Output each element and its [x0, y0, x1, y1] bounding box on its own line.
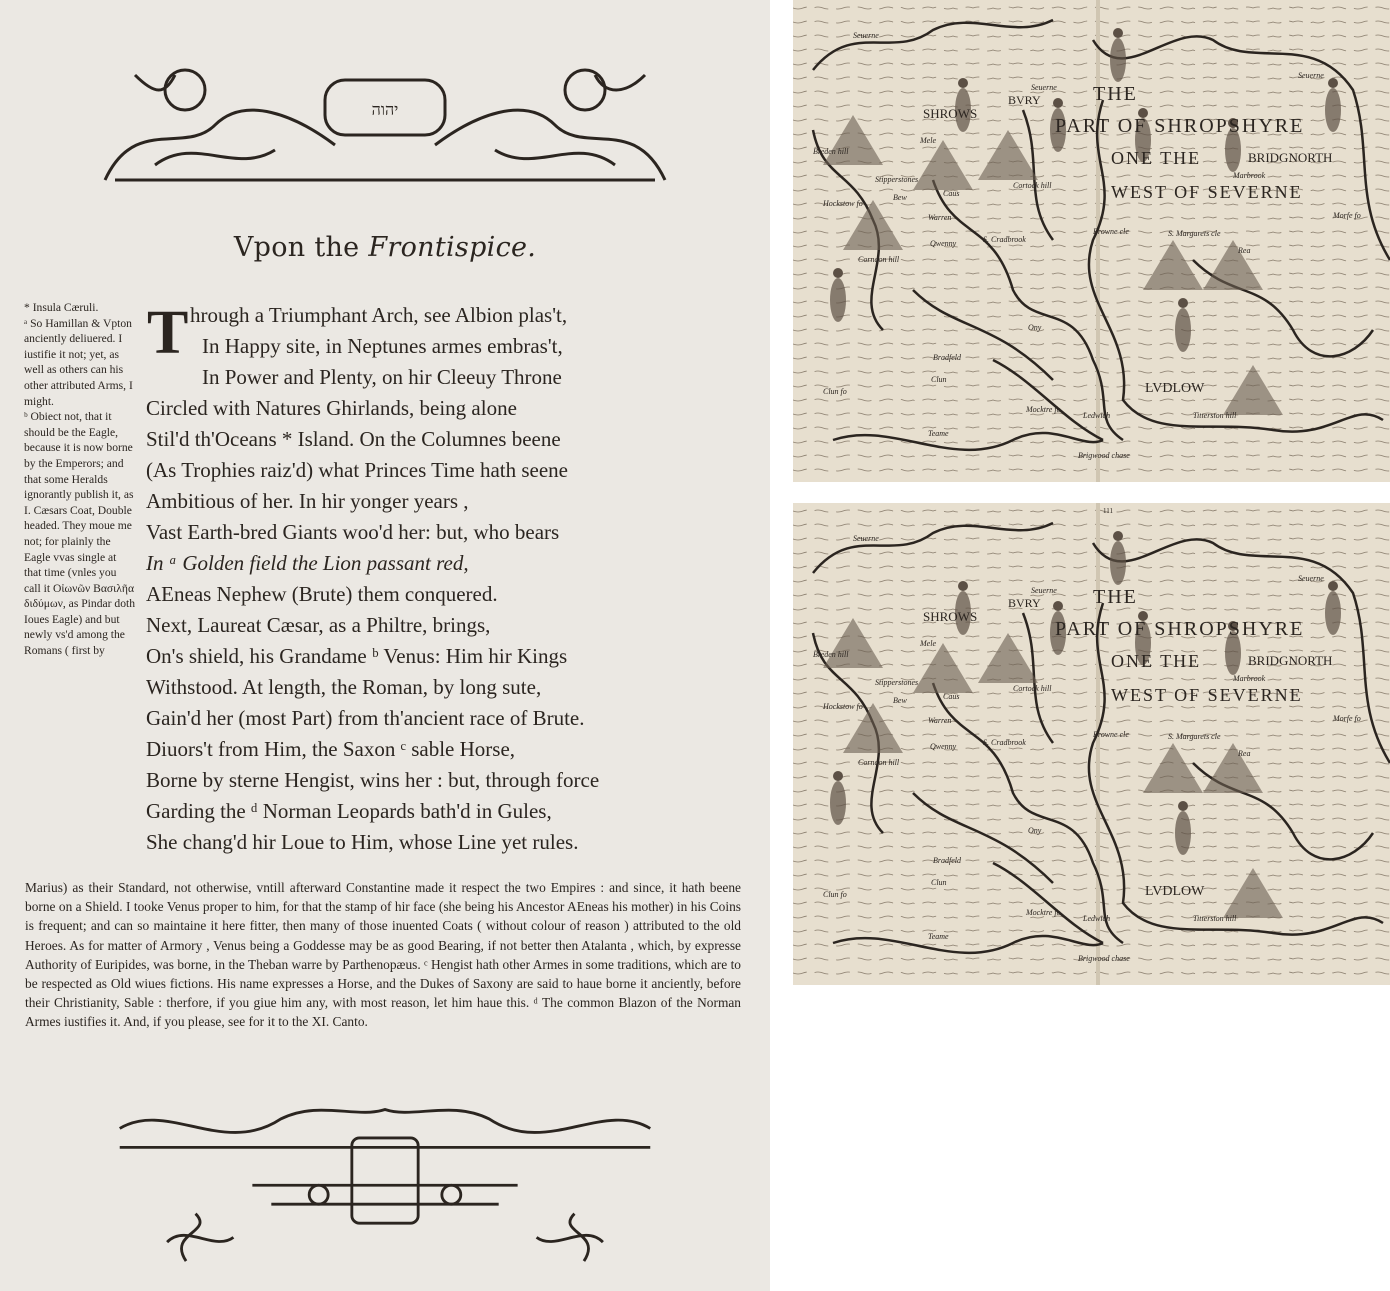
allegorical-figure: [1175, 308, 1191, 352]
map-town-label: SHROWS: [923, 609, 978, 624]
map-place-label: Clun: [931, 878, 947, 887]
map-place-label: Titterston hill: [1193, 914, 1237, 923]
margin-notes: * Insula Cæruli. ᵃ So Hamillan & Vpton anciently deliuered. I iustifie it not; yet, as well as others can his other attributed Arms, I might. ᵇ Obiect not, that it should be the Eagle, because it is now borne by the Emperors; and that some Heralds ignorantly publish it, as I. Cæsars Coat, Double headed. They moue me not; for plainly the Eagle vvas single at that time (vnles you call it Οἰωνῶν Βασιλῆα διδύμων, as Pindar doth Ioues Eagle) and but newly vs'd among the Romans ( first by: [24, 301, 136, 658]
map-place-label: Cortock hill: [1013, 181, 1052, 190]
page-title: [0, 232, 770, 263]
poem-line: Gain'd her (most Part) from th'ancient race of Brute.: [146, 706, 585, 730]
map-shropshire-bottom: [793, 503, 1390, 985]
map-place-label: Seuerne: [1298, 574, 1324, 583]
sea-hatching: [793, 650, 1390, 652]
map-place-label: Ledwich: [1083, 914, 1111, 923]
map-place-label: Warren: [928, 716, 952, 725]
figure-head: [1113, 28, 1123, 38]
sea-hatching: [793, 315, 1390, 317]
map-place-label: Bradfeld: [933, 353, 961, 362]
sea-hatching: [793, 399, 1390, 401]
allegorical-figure: [1110, 541, 1126, 585]
map-place-label: Clun fo: [823, 890, 847, 899]
map-place-label: Marbrook: [1233, 171, 1266, 180]
map-place-label: Mele: [920, 639, 936, 648]
map-place-label: Rea: [1238, 749, 1251, 758]
allegorical-figure: [830, 278, 846, 322]
figure-head: [958, 78, 968, 88]
sea-hatching: [793, 552, 1390, 554]
map-town-label: LVDLOW: [1145, 381, 1205, 396]
map-place-label: S. Cradbrook: [983, 738, 1026, 747]
figure-head: [958, 581, 968, 591]
map-title-line: PART OF SHROPSHYRE: [1055, 618, 1305, 640]
map-place-label: Ony: [1028, 826, 1042, 835]
map-place-label: Seuerne: [1298, 71, 1324, 80]
poem-line: Vast Earth-bred Giants woo'd her: but, who bears: [146, 520, 560, 544]
poem-line: Circled with Natures Ghirlands, being alone: [146, 396, 517, 420]
map-title-line: WEST OF SEVERNE: [1111, 182, 1303, 202]
poem-line: Ambitious of her. In hir yonger years ,: [146, 489, 469, 513]
poem-line: In ᵃ Golden field the Lion passant red,: [146, 551, 469, 575]
map-place-label: S. Margarets cle: [1168, 732, 1221, 741]
hill-illustration: [978, 633, 1038, 683]
sea-hatching: [793, 706, 1390, 708]
sea-hatching: [793, 91, 1390, 93]
tetragrammaton-inscription: יהוה: [371, 100, 399, 119]
map-title-line: WEST OF SEVERNE: [1111, 685, 1303, 705]
poem-line: Next, Laureat Cæsar, as a Philtre, brings,: [146, 613, 491, 637]
map-place-label: Warren: [928, 213, 952, 222]
map-svg: [793, 503, 1390, 985]
map-title-line: THE: [1093, 586, 1138, 608]
sea-hatching: [793, 566, 1390, 568]
figure-head: [833, 771, 843, 781]
sea-hatching: [793, 63, 1390, 65]
river: [993, 863, 1103, 943]
map-place-label: Clun: [931, 375, 947, 384]
map-place-label: Morfe fo: [1333, 714, 1361, 723]
sea-hatching: [793, 49, 1390, 51]
poem-line: In Happy site, in Neptunes armes embras't,: [202, 334, 563, 358]
map-town-label: SHROWS: [923, 106, 978, 121]
map-place-label: Qwenny: [930, 742, 957, 751]
sea-hatching: [793, 203, 1390, 205]
sea-hatching: [793, 524, 1390, 526]
map-title-line: ONE THE: [1111, 651, 1202, 671]
hill-illustration: [1203, 743, 1263, 793]
poem-line: In Power and Plenty, on hir Cleeuy Throne: [202, 365, 562, 389]
hill-illustration: [1143, 743, 1203, 793]
sea-hatching: [793, 510, 1390, 512]
map-place-label: Seuerne: [853, 534, 879, 543]
map-place-label: Hockstow fo: [823, 199, 863, 208]
map-place-label: Ony: [1028, 323, 1042, 332]
map-place-label: Breden hill: [813, 147, 849, 156]
footnote-paragraph: Marius) as their Standard, not otherwise, vntill afterward Constantine made it respect the two Empires : and since, it hath beene borne on a Shield. I tooke Venus proper to him, for that the stamp of hir face (she being his Ancestor AEneas his mother) in his Coins is frequent; and can so maintaine it here fitter, then many of those inuented Coats ( without colour of reason ) attributed to the old Heroes. As for matter of Armory , Venus being a Goddesse may be as good Bearing, if not better then Atalanta , which, by expresse Authority of Euripides, was borne, in the Theban warre by Parthenopæus. ᶜ Hengist hath other Armes in some traditions, which are to be respected as Old wiues fictions. His name expresses a Horse, and the Dukes of Saxony are said to haue borne it anciently, before their Christianity, Sable : therfore, if you giue him any, with most reason, let him haue this. ᵈ The common Blazon of the Norman Armes iustifies it. And, if you please, see for it to the XI. Canto.: [25, 880, 741, 1030]
sea-hatching: [793, 930, 1390, 932]
map-town-label: BRIDGNORTH: [1248, 653, 1333, 668]
river: [813, 20, 1053, 70]
river: [913, 290, 1053, 380]
poem-line: (As Trophies raiz'd) what Princes Time hath seene: [146, 458, 568, 482]
top-ornament-headpiece: [95, 55, 675, 185]
map-place-label: Browne cle: [1093, 227, 1129, 236]
sea-hatching: [793, 608, 1390, 610]
poem-line: AEneas Nephew (Brute) them conquered.: [146, 582, 498, 606]
map-place-label: Clun fo: [823, 387, 847, 396]
map-place-label: Breden hill: [813, 650, 849, 659]
sea-hatching: [793, 105, 1390, 107]
map-shropshire-top: [793, 0, 1390, 482]
map-title-line: THE: [1093, 83, 1138, 105]
sea-hatching: [793, 35, 1390, 37]
poem: [146, 300, 746, 858]
river: [933, 180, 1123, 440]
sea-hatching: [793, 385, 1390, 387]
map-place-label: Caus: [943, 189, 960, 198]
hill-illustration: [823, 115, 883, 165]
sea-hatching: [793, 301, 1390, 303]
drop-cap: T: [147, 299, 189, 367]
sea-hatching: [793, 427, 1390, 429]
map-place-label: Bew: [893, 696, 907, 705]
hill-illustration: [1203, 240, 1263, 290]
map-place-label: Ledwich: [1083, 411, 1111, 420]
figure-head: [833, 268, 843, 278]
sea-hatching: [793, 818, 1390, 820]
map-place-label: Bradfeld: [933, 856, 961, 865]
map-place-label: Bew: [893, 193, 907, 202]
map-place-label: Mele: [920, 136, 936, 145]
map-place-label: Teame: [928, 932, 949, 941]
allegorical-figure: [1325, 591, 1341, 635]
poem-line: Borne by sterne Hengist, wins her : but, through force: [146, 768, 600, 792]
hill-illustration: [978, 130, 1038, 180]
river: [813, 523, 1053, 573]
sea-hatching: [793, 902, 1390, 904]
map-place-label: Corndon hill: [858, 758, 900, 767]
map-place-label: S. Margarets cle: [1168, 229, 1221, 238]
sea-hatching: [793, 273, 1390, 275]
title-italic: Frontispice.: [368, 232, 537, 263]
map-place-label: Rea: [1238, 246, 1251, 255]
map-place-label: Stipperstones: [875, 678, 919, 687]
sea-hatching: [793, 776, 1390, 778]
map-place-label: Marbrook: [1233, 674, 1266, 683]
poem-line: Garding the ᵈ Norman Leopards bath'd in Gules,: [146, 799, 552, 823]
sea-hatching: [793, 874, 1390, 876]
sea-hatching: [793, 147, 1390, 149]
map-town-label: LVDLOW: [1145, 884, 1205, 899]
allegorical-figure: [1110, 38, 1126, 82]
poem-line: Stil'd th'Oceans * Island. On the Columnes beene: [146, 427, 561, 451]
map-town-label: BVRY: [1008, 93, 1041, 107]
title-plain: Vpon the: [233, 232, 369, 263]
map-place-label: Brigwood chase: [1078, 954, 1130, 963]
hill-illustration: [913, 643, 973, 693]
figure-head: [1053, 601, 1063, 611]
map-title-line: ONE THE: [1111, 148, 1202, 168]
map-place-label: Brigwood chase: [1078, 451, 1130, 460]
map-town-label: BVRY: [1008, 596, 1041, 610]
map-place-label: Qwenny: [930, 239, 957, 248]
map-place-label: Stipperstones: [875, 175, 919, 184]
sea-hatching: [793, 7, 1390, 9]
map-place-label: Seuerne: [853, 31, 879, 40]
map-town-label: BRIDGNORTH: [1248, 150, 1333, 165]
river: [913, 793, 1053, 883]
poem-line: On's shield, his Grandame ᵇ Venus: Him hir Kings: [146, 644, 568, 668]
allegorical-figure: [1325, 88, 1341, 132]
poem-line: Withstood. At length, the Roman, by long sute,: [146, 675, 542, 699]
map-place-label: Corndon hill: [858, 255, 900, 264]
sea-hatching: [793, 371, 1390, 373]
map-place-label: Titterston hill: [1193, 411, 1237, 420]
hill-illustration: [823, 618, 883, 668]
sea-hatching: [793, 538, 1390, 540]
sea-hatching: [793, 972, 1390, 974]
river: [993, 360, 1103, 440]
allegorical-figure: [1175, 811, 1191, 855]
sea-hatching: [793, 594, 1390, 596]
figure-head: [1178, 298, 1188, 308]
bottom-ornament-tailpiece: [95, 1100, 675, 1280]
poem-line: hrough a Triumphant Arch, see Albion plas't,: [190, 303, 568, 327]
map-place-label: Cortock hill: [1013, 684, 1052, 693]
map-place-label: Mocktre fo: [1026, 405, 1061, 414]
sea-hatching: [793, 804, 1390, 806]
sea-hatching: [793, 888, 1390, 890]
map-place-label: Hockstow fo: [823, 702, 863, 711]
map-place-label: Mocktre fo: [1026, 908, 1061, 917]
figure-head: [1328, 581, 1338, 591]
map-title-line: PART OF SHROPSHYRE: [1055, 115, 1305, 137]
figure-head: [1178, 801, 1188, 811]
map-svg: [793, 0, 1390, 482]
map-place-label: Seuerne: [1031, 83, 1057, 92]
map-place-label: Teame: [928, 429, 949, 438]
river: [933, 683, 1123, 943]
poem-line: She chang'd hir Loue to Him, whose Line yet rules.: [146, 830, 579, 854]
map-place-label: Seuerne: [1031, 586, 1057, 595]
hill-illustration: [1143, 240, 1203, 290]
hill-illustration: [913, 140, 973, 190]
page-number: 111: [1103, 507, 1113, 515]
figure-head: [1113, 531, 1123, 541]
allegorical-figure: [830, 781, 846, 825]
figure-head: [1053, 98, 1063, 108]
map-place-label: Browne cle: [1093, 730, 1129, 739]
figure-head: [1328, 78, 1338, 88]
sea-hatching: [793, 21, 1390, 23]
map-place-label: Caus: [943, 692, 960, 701]
map-place-label: Morfe fo: [1333, 211, 1361, 220]
sea-hatching: [793, 469, 1390, 471]
poem-line: Diuors't from Him, the Saxon ᶜ sable Horse,: [146, 737, 516, 761]
map-place-label: S. Cradbrook: [983, 235, 1026, 244]
